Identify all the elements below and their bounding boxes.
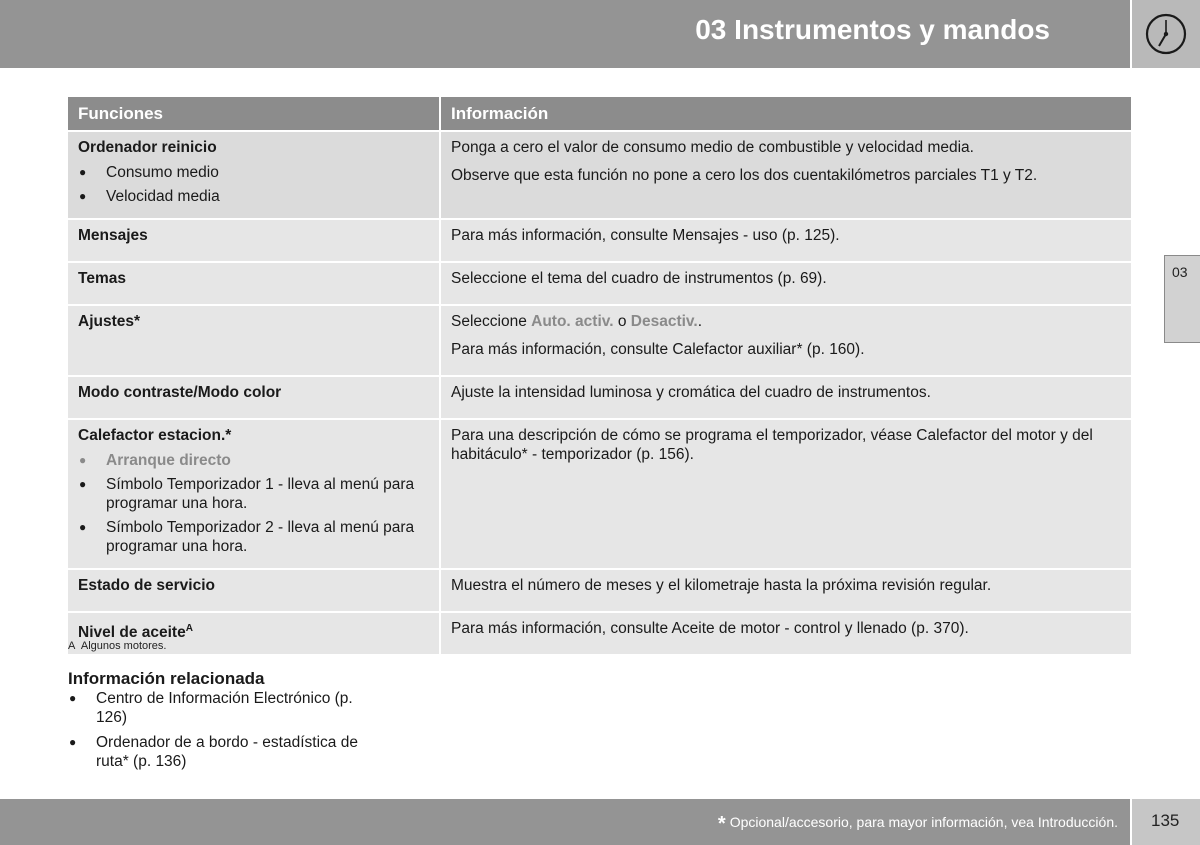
function-title [78, 619, 429, 642]
related-link[interactable]: ● Centro de Información Electrónico (p. 126) [68, 689, 388, 727]
related-link[interactable]: ● Ordenador de a bordo - estadística de ruta* (p. 136) [68, 733, 388, 771]
list-item: ● Velocidad media [78, 187, 429, 206]
table-row [68, 570, 1131, 613]
footnote-marker: A [68, 640, 76, 652]
function-title: Ajustes* [78, 313, 141, 330]
info-text: Observe que esta función no pone a cero los dos cuentakilómetros parciales T1 y T2. [451, 167, 1038, 184]
list-item: ● Símbolo Temporizador 1 - lleva al menú para programar una hora. [78, 475, 429, 513]
related-info-list [68, 689, 388, 777]
info-select-text [451, 312, 1121, 331]
function-title: Temas [78, 270, 126, 287]
function-bullets [78, 163, 429, 206]
table-row [68, 420, 1131, 570]
table-row [68, 377, 1131, 420]
table-header-row [68, 97, 1131, 132]
info-cell [441, 570, 1131, 613]
list-item: ● Símbolo Temporizador 2 - lleva al menú para programar una hora. [78, 518, 429, 556]
table-row [68, 132, 1131, 220]
asterisk-symbol: * [717, 813, 726, 835]
list-item: ● Arranque directo [78, 451, 429, 470]
info-suffix: . [697, 313, 702, 330]
column-header-info: Información [441, 97, 1131, 132]
header-bar [0, 0, 1130, 68]
info-text: Seleccione el tema del cuadro de instrumentos (p. 69). [451, 270, 827, 287]
option-auto-activ[interactable]: Auto. activ. [531, 313, 614, 330]
info-cell [441, 420, 1131, 570]
function-cell [68, 132, 441, 220]
table-row [68, 306, 1131, 377]
table-footnote [68, 640, 166, 652]
table-row [68, 263, 1131, 306]
gauge-icon [1144, 12, 1188, 56]
function-cell [68, 263, 441, 306]
info-text: Para más información, consulte Mensajes - uso (p. 125). [451, 227, 840, 244]
function-title: Calefactor estacion.* [78, 427, 232, 444]
function-title: Ordenador reinicio [78, 139, 217, 156]
list-item: ● Consumo medio [78, 163, 429, 182]
footnote-marker: A [185, 623, 193, 634]
chapter-tab[interactable] [1164, 255, 1200, 343]
footer-bar [0, 799, 1130, 845]
footnote-text: Algunos motores. [80, 640, 167, 652]
info-text: Muestra el número de meses y el kilometraje hasta la próxima revisión regular. [451, 577, 992, 594]
function-cell [68, 377, 441, 420]
function-cell [68, 220, 441, 263]
function-cell [68, 420, 441, 570]
page-number-box [1132, 799, 1200, 845]
info-cell [441, 132, 1131, 220]
info-text: Para una descripción de cómo se programa el temporizador, véase Calefactor del motor y del habitáculo* - temporizador (p. 156). [451, 427, 1093, 463]
page-title: 03 Instrumentos y mandos [695, 14, 1050, 45]
footer-note-text: Opcional/accesorio, para mayor información, vea Introducción. [729, 814, 1118, 830]
page-number: 135 [1151, 811, 1180, 830]
info-text: Para más información, consulte Calefactor auxiliar* (p. 160). [451, 341, 865, 358]
info-cell [441, 377, 1131, 420]
info-prefix: Seleccione [451, 313, 532, 330]
function-cell [68, 306, 441, 377]
option-desactiv[interactable]: Desactiv. [630, 313, 698, 330]
function-title: Modo contraste/Modo color [78, 384, 282, 401]
info-cell [441, 306, 1131, 377]
footer-note [718, 813, 1118, 836]
function-title-text: Nivel de aceite [78, 624, 186, 642]
info-cell [441, 263, 1131, 306]
function-title: Mensajes [78, 227, 148, 244]
chapter-tab-label: 03 [1172, 264, 1188, 280]
header-icon-box [1132, 0, 1200, 68]
table-row [68, 220, 1131, 263]
info-text: Ponga a cero el valor de consumo medio de combustible y velocidad media. [451, 139, 974, 156]
column-header-functions: Funciones [68, 97, 441, 132]
info-text: Para más información, consulte Aceite de motor - control y llenado (p. 370). [451, 620, 969, 637]
info-middle: o [613, 313, 631, 330]
info-cell [441, 613, 1131, 656]
info-cell [441, 220, 1131, 263]
functions-table [68, 97, 1131, 656]
function-cell [68, 570, 441, 613]
info-text: Ajuste la intensidad luminosa y cromática del cuadro de instrumentos. [451, 384, 931, 401]
table-row [68, 613, 1131, 656]
function-title: Estado de servicio [78, 577, 215, 594]
function-bullets [78, 451, 429, 556]
related-info-title: Información relacionada [68, 669, 265, 688]
